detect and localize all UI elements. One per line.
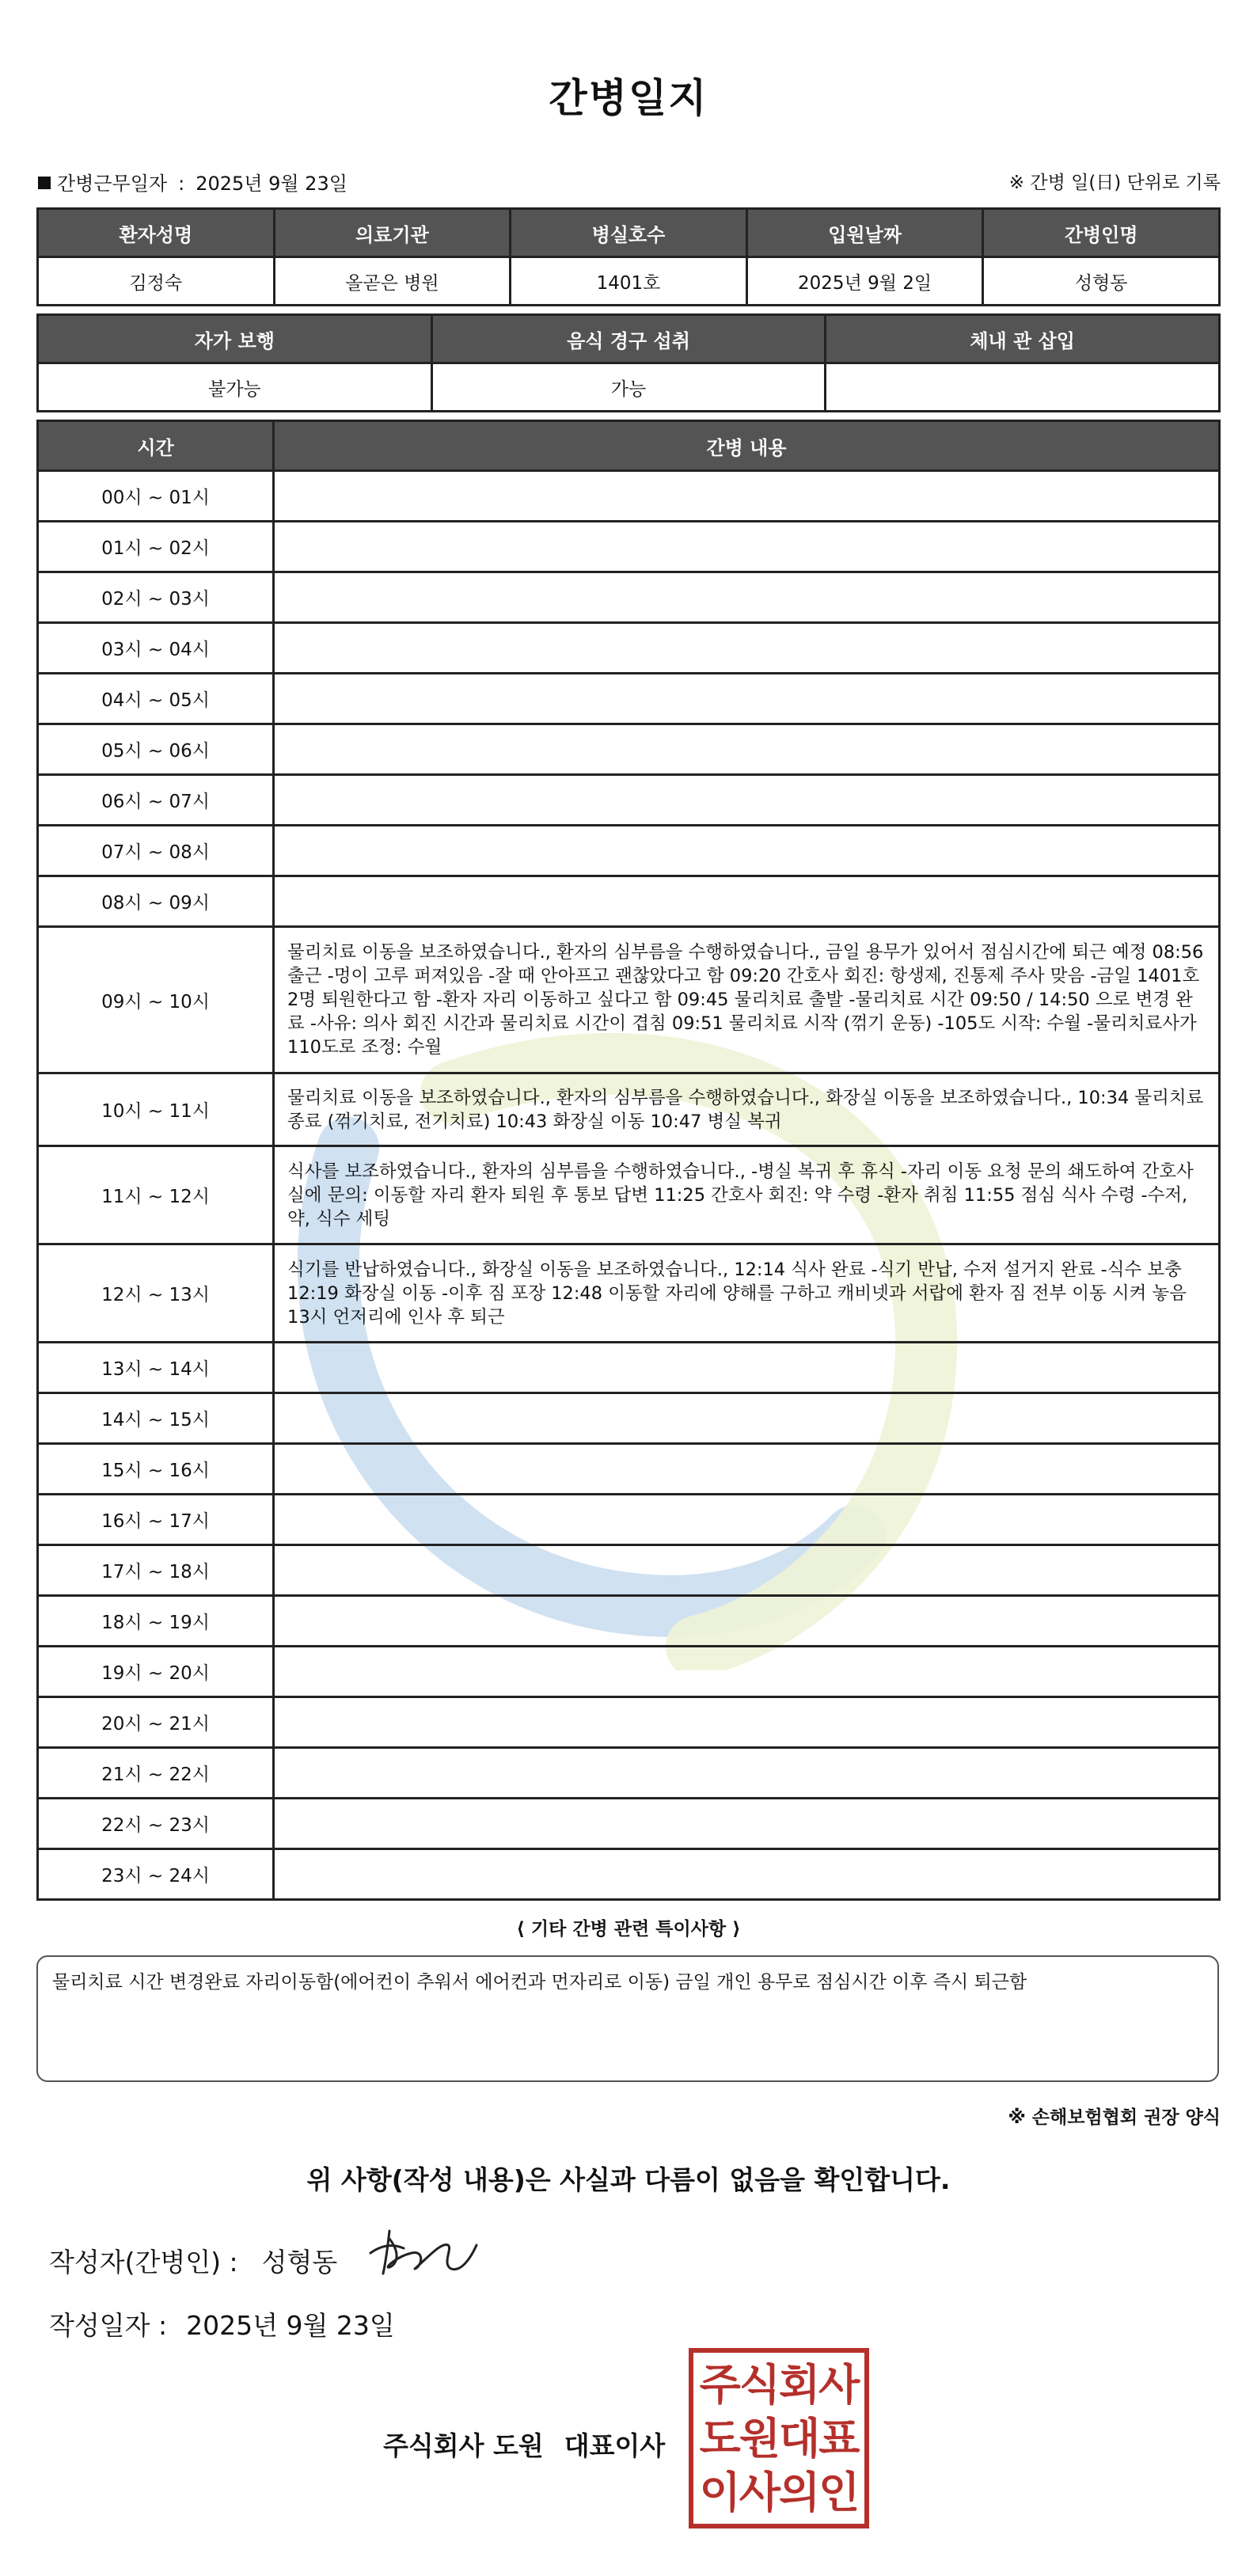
care-log-row [38,826,1220,876]
written-date-label: 작성일자 : [49,2310,168,2341]
care-log-time: 20시 ~ 21시 [38,1697,274,1748]
caregiver-name: 성형동 [983,257,1220,306]
care-log-row [38,876,1220,927]
patient-status-header-row [38,315,1220,363]
care-log-time: 17시 ~ 18시 [38,1545,274,1596]
care-log-content: 물리치료 이동을 보조하였습니다., 환자의 심부름을 수행하였습니다., 금일 용무가 있어서 점심시간에 퇴근 예정 08:56 출근 -멍이 고루 퍼져있음 -잘 때 안아프고 괜찮았다고 함 09:20 간호사 회진: 항생제, 진통제 주사 맞음 -금일 1401호 2명 퇴원한다고 함 -환자 자리 이동하고 싶다고 함 09:45 물리치료 출발 -물리치료 시간 09:50 / 14:50 으로 변경 완료 -사유: 의사 회진 시간과 물리치료 시간이 겹침 09:51 물리치료 시작 (꺾기 운동) -105도 시작: 수월 -물리치료사가 110도로 조정: 수월 [274,927,1220,1073]
care-log-row [38,623,1220,674]
care-log-row [38,927,1220,1073]
author-line [49,2242,337,2279]
care-log-time: 00시 ~ 01시 [38,471,274,522]
header-tube-insertion: 체내 관 삽입 [826,315,1220,363]
page-title: 간병일지 [549,75,708,121]
care-log-body [38,471,1220,1900]
author-name: 성형동 [261,2247,338,2278]
header-patient-name: 환자성명 [38,209,275,257]
admission-date: 2025년 9월 2일 [746,257,983,306]
confirmation-statement: 위 사항(작성 내용)은 사실과 다름이 없음을 확인합니다. [306,2164,951,2195]
header-hospital: 의료기관 [274,209,511,257]
care-log-time: 15시 ~ 16시 [38,1444,274,1495]
care-log-time: 04시 ~ 05시 [38,674,274,724]
care-log-content [274,1596,1220,1647]
patient-info-value-row [38,257,1220,306]
company-seal-stamp [689,2348,869,2529]
care-log-time: 08시 ~ 09시 [38,876,274,927]
care-log-content [274,1748,1220,1799]
patient-info-header-row [38,209,1220,257]
care-log-content [274,775,1220,826]
care-log-time: 10시 ~ 11시 [38,1073,274,1146]
seal-text: 주식회사 도원대표 이사의인 [699,2359,859,2517]
care-log-row [38,471,1220,522]
care-log-content [274,623,1220,674]
care-log-time: 13시 ~ 14시 [38,1343,274,1393]
care-log-content: 식사를 보조하였습니다., 환자의 심부름을 수행하였습니다., -병실 복귀 후 휴식 -자리 이동 요청 문의 쇄도하여 간호사실에 문의: 이동할 자리 환자 퇴원 후 통보 답변 11:25 간호사 회진: 약 수령 -환자 취침 11:55 점심 식사 수령 -수저, 약, 식수 세팅 [274,1146,1220,1244]
care-log-content [274,1495,1220,1545]
care-log-time: 09시 ~ 10시 [38,927,274,1073]
author-label: 작성자(간병인) : [49,2247,238,2278]
company-name: 주식회사 도원 [383,2430,544,2461]
care-log-row [38,1495,1220,1545]
care-log-row [38,572,1220,623]
patient-status-value-row [38,363,1220,412]
care-log-row [38,1545,1220,1596]
care-log-row [38,674,1220,724]
tube-insertion-value [826,363,1220,412]
care-log-row [38,1393,1220,1444]
form-source-note: ※ 손해보험협회 권장 양식 [1008,2107,1221,2128]
patient-info-table [36,207,1221,306]
written-date-value: 2025년 9월 23일 [186,2310,395,2341]
care-log-content [274,1343,1220,1393]
special-notes-text: 물리치료 시간 변경완료 자리이동함(에어컨이 추워서 에어컨과 먼자리로 이동) 금일 개인 용무로 점심시간 이후 즉시 퇴근함 [52,1972,1027,1993]
care-log-content [274,1444,1220,1495]
care-log-time: 02시 ~ 03시 [38,572,274,623]
care-log-content [274,826,1220,876]
care-log-table [36,420,1221,1901]
oral-intake-value: 가능 [431,363,826,412]
company-line [383,2426,665,2463]
header-self-walking: 자가 보행 [38,315,432,363]
written-date-line [49,2305,395,2342]
care-log-content [274,1393,1220,1444]
care-log-time: 21시 ~ 22시 [38,1748,274,1799]
header-admission-date: 입원날짜 [746,209,983,257]
care-log-content [274,724,1220,775]
care-log-row [38,724,1220,775]
company-title: 대표이사 [564,2430,666,2461]
header-room-number: 병실호수 [511,209,747,257]
care-log-content [274,522,1220,572]
care-log-content [274,471,1220,522]
work-date [38,168,347,196]
hospital-name: 올곧은 병원 [274,257,511,306]
care-log-row [38,1146,1220,1244]
care-log-content [274,1799,1220,1849]
header-oral-intake: 음식 경구 섭취 [431,315,826,363]
notes-title: ⟨ 기타 간병 관련 특이사항 ⟩ [516,1919,741,1940]
care-log-content [274,1545,1220,1596]
care-log-content [274,674,1220,724]
bullet-square-icon [38,177,51,189]
care-log-row [38,1444,1220,1495]
care-log-time: 06시 ~ 07시 [38,775,274,826]
care-log-row [38,775,1220,826]
care-log-content [274,572,1220,623]
care-log-row [38,1244,1220,1343]
care-log-row [38,1799,1220,1849]
care-log-row [38,1647,1220,1697]
care-log-content [274,1697,1220,1748]
care-log-time: 07시 ~ 08시 [38,826,274,876]
care-log-row [38,1596,1220,1647]
care-log-row [38,1748,1220,1799]
header-caregiver-name: 간병인명 [983,209,1220,257]
care-log-time: 01시 ~ 02시 [38,522,274,572]
patient-name: 김정숙 [38,257,275,306]
care-log-time: 19시 ~ 20시 [38,1647,274,1697]
care-log-time: 14시 ~ 15시 [38,1393,274,1444]
room-number: 1401호 [511,257,747,306]
care-log-row [38,1697,1220,1748]
care-log-content [274,1849,1220,1900]
patient-status-table [36,313,1221,412]
care-log-time: 16시 ~ 17시 [38,1495,274,1545]
care-log-content: 식기를 반납하였습니다., 화장실 이동을 보조하였습니다., 12:14 식사 완료 -식기 반납, 수저 설거지 완료 -식수 보충 12:19 화장실 이동 -이후 짐 포장 12:48 이동할 자리에 양해를 구하고 캐비넷과 서랍에 환자 짐 전부 이동 시켜 놓음 13시 언저리에 인사 후 퇴근 [274,1244,1220,1343]
care-log-content: 물리치료 이동을 보조하였습니다., 환자의 심부름을 수행하였습니다., 화장실 이동을 보조하였습니다., 10:34 물리치료 종료 (꺾기치료, 전기치료) 10:43 화장실 이동 10:47 병실 복귀 [274,1073,1220,1146]
care-log-row [38,1849,1220,1900]
care-log-time: 22시 ~ 23시 [38,1799,274,1849]
work-date-value: 2025년 9월 23일 [196,173,347,195]
care-log-content [274,1647,1220,1697]
care-log-row [38,1343,1220,1393]
work-date-colon: : [178,173,185,195]
special-notes-box [36,1955,1219,2082]
care-log-content [274,876,1220,927]
care-log-row [38,1073,1220,1146]
self-walking-value: 불가능 [38,363,432,412]
unit-note: ※ 간병 일(日) 단위로 기록 [1008,173,1221,193]
care-log-row [38,522,1220,572]
care-log-time: 11시 ~ 12시 [38,1146,274,1244]
care-log-time: 12시 ~ 13시 [38,1244,274,1343]
work-date-label: 간병근무일자 [57,173,168,195]
care-log-header-row [38,421,1220,471]
care-log-time: 03시 ~ 04시 [38,623,274,674]
care-log-time: 18시 ~ 19시 [38,1596,274,1647]
care-log-time: 23시 ~ 24시 [38,1849,274,1900]
care-log-time: 05시 ~ 06시 [38,724,274,775]
header-care-content: 간병 내용 [274,421,1220,471]
header-time: 시간 [38,421,274,471]
handwritten-signature [366,2221,484,2285]
